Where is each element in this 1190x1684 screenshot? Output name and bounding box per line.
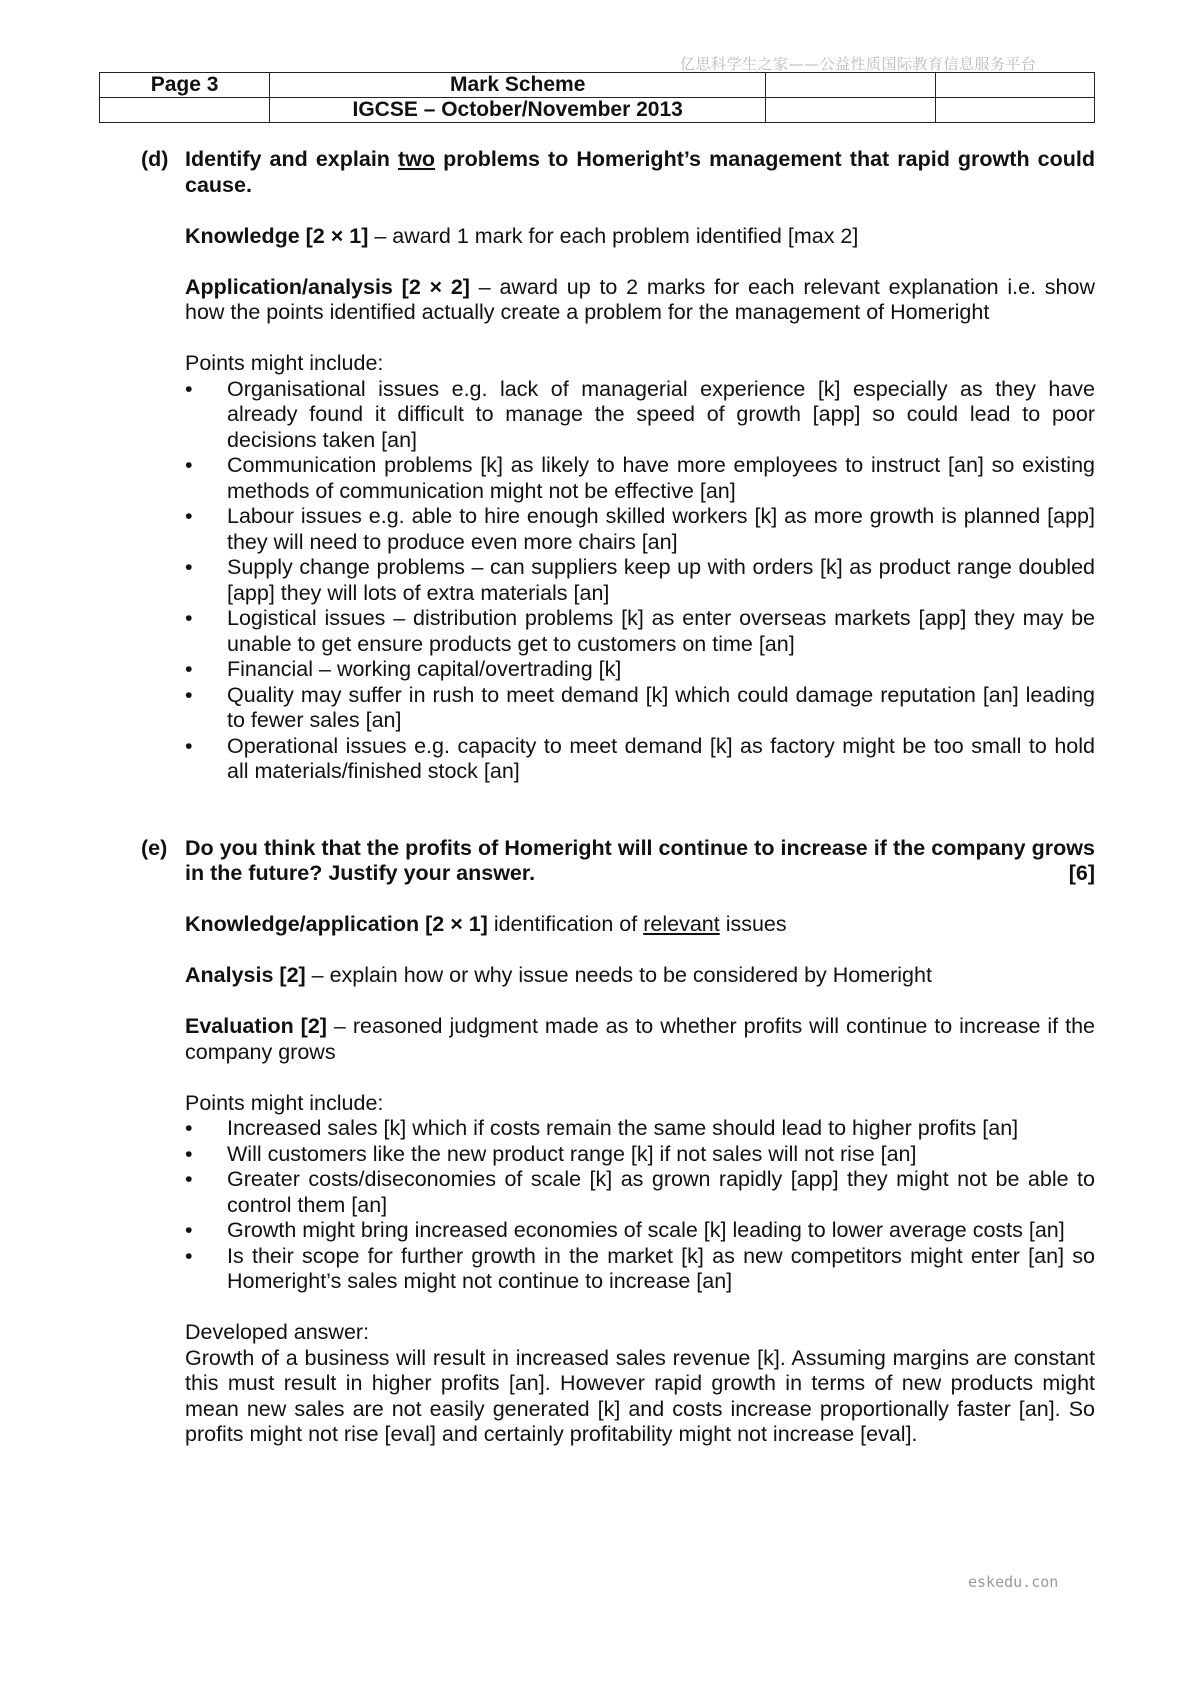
evaluation-criteria — [185, 1014, 1095, 1065]
bullet-icon: • — [185, 657, 193, 681]
question-d — [141, 147, 1095, 198]
list-item — [185, 606, 1095, 657]
criteria-text: – reasoned judgment made as to whether profits will continue to increase if the company grows — [185, 1014, 1095, 1064]
list-item-text: Growth might bring increased economies of scale [k] leading to lower average costs [an] — [227, 1218, 1065, 1242]
list-item-text: Labour issues e.g. able to hire enough skilled workers [k] as more growth is planned [app] they will need to produce even more chairs [an] — [227, 504, 1095, 554]
criteria-text: – award 1 mark for each problem identified [max 2] — [368, 223, 859, 248]
question-label: (e) — [141, 835, 168, 860]
bullet-icon: • — [185, 555, 193, 579]
question-text — [185, 147, 1095, 198]
watermark-top: 亿思科学生之家——公益性质国际教育信息服务平台 — [680, 55, 1037, 73]
header-empty-cell — [766, 98, 936, 123]
points-intro: Points might include: — [185, 1090, 384, 1115]
page-number: Page 3 — [100, 73, 270, 98]
criteria-text-underlined: relevant — [643, 912, 720, 936]
bullet-icon: • — [185, 1167, 193, 1191]
list-item — [185, 1218, 1095, 1244]
criteria-label: Knowledge/application [2 × 1] — [185, 912, 488, 936]
bullet-icon: • — [185, 733, 193, 758]
criteria-label: Application/analysis [2 × 2] — [185, 274, 470, 299]
header-empty-cell — [936, 73, 1095, 98]
question-text-part: Do you think that the profits of Homeright will continue to increase if the company grows in the future? Justify your answer. — [185, 835, 1095, 885]
bullet-icon: • — [185, 1243, 193, 1268]
bullet-icon: • — [185, 376, 193, 401]
criteria-label: Evaluation [2] — [185, 1014, 327, 1038]
developed-answer-text: Growth of a business will result in increased sales revenue [k]. Assuming margins are constant this must result in higher profits [an]. However rapid growth in terms of new products might mean new sales are not easily generated [k] and costs increase proportionally faster [an]. So profits might not rise [eval] and certainly profitability might not increase [eval]. — [185, 1345, 1095, 1446]
list-item-text: Will customers like the new product range [k] if not sales will not rise [an] — [227, 1141, 917, 1166]
list-item — [185, 683, 1095, 734]
list-item-text: Quality may suffer in rush to meet demand [k] which could damage reputation [an] leading to fewer sales [an] — [227, 682, 1095, 732]
analysis-criteria — [185, 963, 1095, 989]
criteria-label: Knowledge [2 × 1] — [185, 223, 369, 248]
question-label: (d) — [141, 147, 169, 171]
list-item — [185, 1167, 1095, 1218]
list-item-text: Organisational issues e.g. lack of managerial experience [k] especially as they have already found it difficult to manage the speed of growth [app] so could lead to poor decisions taken [an] — [227, 376, 1095, 452]
question-text-underlined: two — [398, 147, 436, 171]
list-item — [185, 734, 1095, 785]
list-item-text: Increased sales [k] which if costs remain the same should lead to higher profits [an] — [227, 1116, 1019, 1140]
bullet-icon: • — [185, 606, 193, 630]
list-item — [185, 657, 1095, 683]
points-intro: Points might include: — [185, 351, 384, 375]
knowledge-criteria — [185, 912, 1095, 938]
header-empty-cell — [766, 73, 936, 98]
list-item-text: Supply change problems – can suppliers keep up with orders [k] as product range doubled [app] they will lots of extra materials [an] — [227, 555, 1095, 605]
header-empty-cell — [100, 98, 270, 123]
bullet-icon: • — [185, 1116, 193, 1140]
list-item — [185, 555, 1095, 606]
section-spacer — [141, 785, 1095, 836]
knowledge-criteria — [185, 224, 1095, 250]
criteria-text: identification of — [487, 912, 644, 936]
bullet-icon: • — [185, 1218, 193, 1242]
criteria-label: Analysis [2] — [185, 963, 306, 987]
list-item-text: Communication problems [k] as likely to have more employees to instruct [an] so existing methods of communication might not be effective [an] — [227, 453, 1095, 503]
list-item — [185, 1116, 1095, 1142]
list-item-text: Operational issues e.g. capacity to meet demand [k] as factory might be too small to hold all materials/finished stock [an] — [227, 733, 1095, 783]
list-item-text: Financial – working capital/overtrading [k] — [227, 657, 622, 681]
criteria-text: – explain how or why issue needs to be considered by Homeright — [305, 963, 932, 987]
list-item-text: Is their scope for further growth in the market [k] as new competitors might enter [an] so Homeright’s sales might not continue to increase [an] — [227, 1243, 1095, 1293]
marks-badge: [6] — [1068, 861, 1095, 885]
bullet-icon: • — [185, 682, 193, 707]
header-title: Mark Scheme — [270, 73, 766, 98]
question-text-part: Identify and explain — [185, 147, 399, 171]
bullet-icon: • — [185, 504, 193, 528]
watermark-bottom: eskedu.con — [968, 1573, 1059, 1591]
list-item — [185, 377, 1095, 454]
criteria-text: issues — [719, 912, 787, 936]
question-text — [185, 836, 1095, 887]
question-text-part: problems to Homeright’s management that rapid growth could cause. — [185, 147, 1095, 197]
list-item — [185, 1142, 1095, 1168]
mark-scheme-content — [141, 147, 1095, 1448]
criteria-text: – award up to 2 marks for each relevant explanation i.e. show how the points identified actually create a problem for the management of Homeright — [185, 274, 1095, 324]
points-list — [185, 377, 1095, 785]
question-e — [141, 836, 1095, 887]
list-item — [185, 1244, 1095, 1295]
list-item — [185, 453, 1095, 504]
header-empty-cell — [936, 98, 1095, 123]
developed-answer-label: Developed answer: — [185, 1320, 370, 1344]
list-item-text: Logistical issues – distribution problems [k] as enter overseas markets [app] they may be unable to get ensure products get to customers on time [an] — [227, 606, 1095, 656]
bullet-icon: • — [185, 453, 193, 477]
points-list — [185, 1116, 1095, 1295]
bullet-icon: • — [185, 1141, 193, 1166]
application-criteria — [185, 275, 1095, 326]
list-item — [185, 504, 1095, 555]
header-exam: IGCSE – October/November 2013 — [270, 98, 766, 123]
list-item-text: Greater costs/diseconomies of scale [k] as grown rapidly [app] they might not be able to control them [an] — [227, 1167, 1095, 1217]
header-table — [99, 72, 1095, 123]
